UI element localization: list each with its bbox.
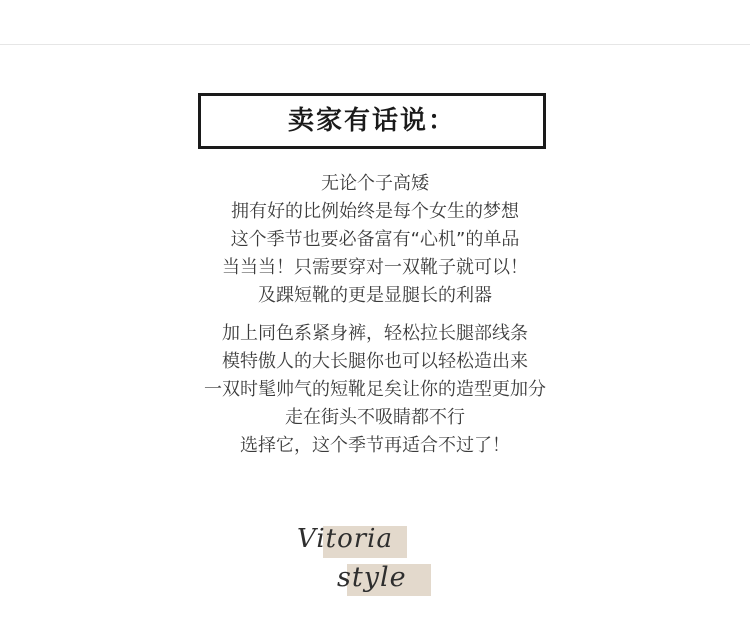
body-line: 无论个子高矮 [321,173,429,194]
brand-name-bottom: style [337,562,407,593]
top-divider [0,44,750,45]
brand-name-top: Vitoria [297,524,393,554]
body-line: 一双时髦帅气的短靴足矣让你的造型更加分 [204,379,546,400]
body-copy [0,170,750,460]
body-line: 及踝短靴的更是显腿长的利器 [258,285,492,306]
body-line: 加上同色系紧身裤，轻松拉长腿部线条 [222,323,528,344]
body-line: 选择它，这个季节再适合不过了！ [240,435,510,456]
body-line: 走在街头不吸睛都不行 [285,407,465,428]
body-line: 当当当！只需要穿对一双靴子就可以！ [222,257,528,278]
headline-box [198,93,546,149]
body-line: 这个季节也要必备富有“心机”的单品 [230,229,520,250]
brand-logo-inner [275,520,475,610]
body-line: 模特傲人的大长腿你也可以轻松造出来 [222,351,528,372]
body-line: 拥有好的比例始终是每个女生的梦想 [231,201,519,222]
brand-logo [0,520,750,610]
page-title: 卖家有话说： [287,106,456,136]
